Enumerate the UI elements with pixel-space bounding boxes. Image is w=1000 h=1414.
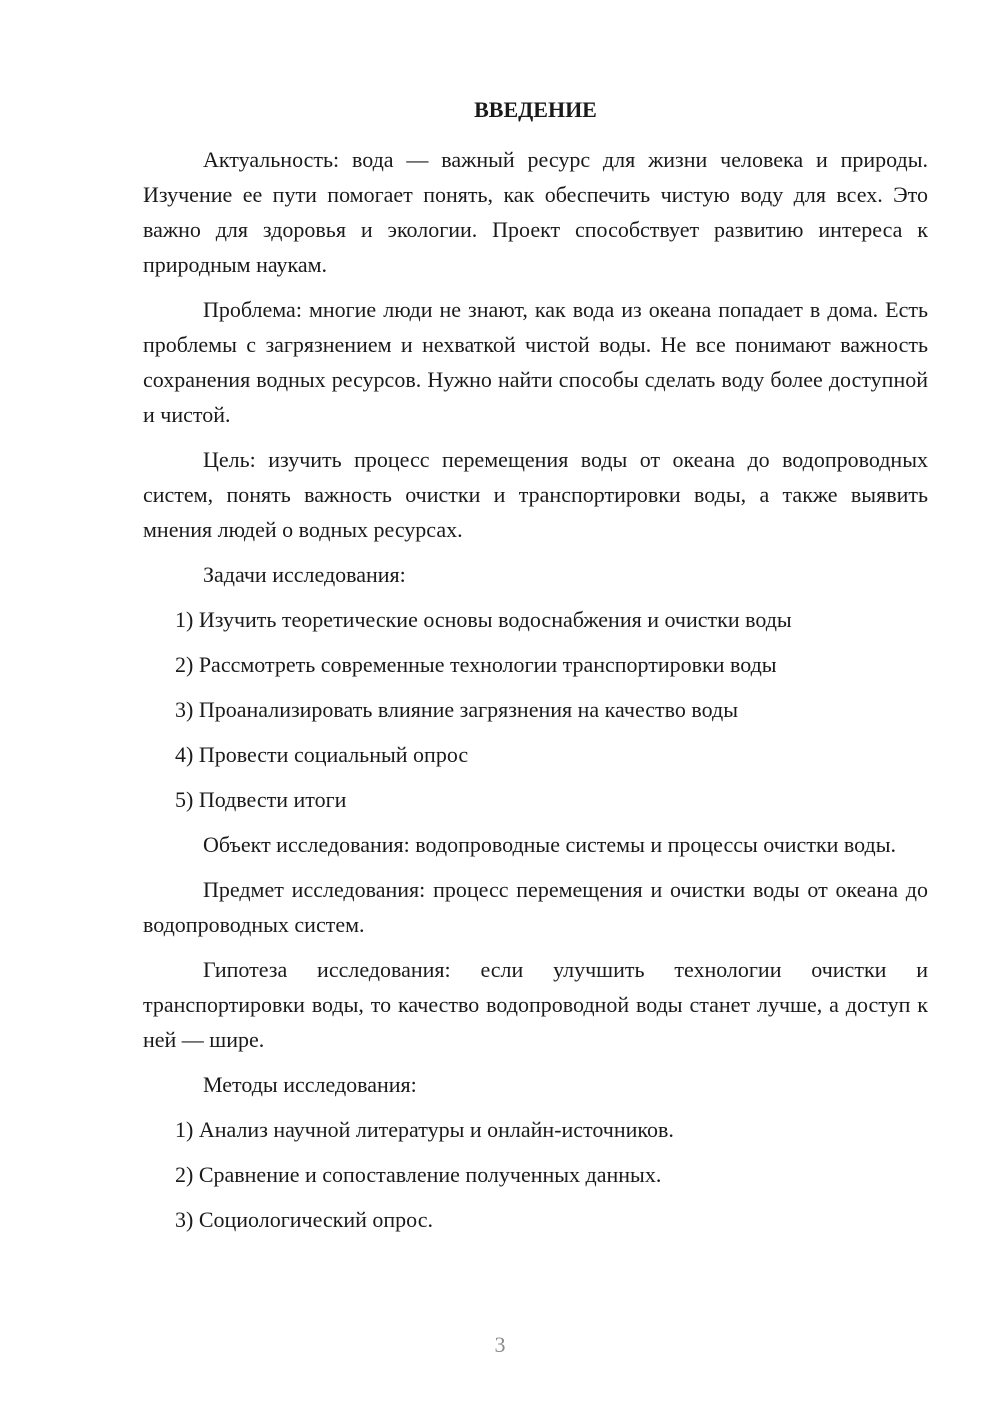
tasks-label: Задачи исследования: xyxy=(203,562,406,587)
task-item: 2) Рассмотреть современные технологии транспортировки воды xyxy=(175,652,777,677)
methods-label: Методы исследования: xyxy=(203,1072,417,1097)
method-item: 3) Социологический опрос. xyxy=(175,1207,433,1232)
subject-paragraph: Предмет исследования: процесс перемещения и очистки воды от океана до водопроводных систем. xyxy=(143,877,928,937)
task-item: 3) Проанализировать влияние загрязнения на качество воды xyxy=(175,697,738,722)
method-item: 1) Анализ научной литературы и онлайн-источников. xyxy=(175,1117,674,1142)
task-item: 1) Изучить теоретические основы водоснабжения и очистки воды xyxy=(175,607,792,632)
page-content xyxy=(143,96,928,1247)
relevance-paragraph: Актуальность: вода — важный ресурс для жизни человека и природы. Изучение ее пути помогает понять, как обеспечить чистую воду для всех. Это важно для здоровья и экологии. Проект способствует развитию интереса к природным наукам. xyxy=(143,147,928,277)
section-title: ВВЕДЕНИЕ xyxy=(474,97,597,122)
methods-list xyxy=(143,1112,928,1237)
problem-paragraph: Проблема: многие люди не знают, как вода из океана попадает в дома. Есть проблемы с загрязнением и нехваткой чистой воды. Не все понимают важность сохранения водных ресурсов. Нужно найти способы сделать воду более доступной и чистой. xyxy=(143,297,928,427)
page-number: 3 xyxy=(494,1332,506,1357)
hypothesis-paragraph: Гипотеза исследования: если улучшить технологии очистки и транспортировки воды, то качество водопроводной воды станет лучше, а доступ к ней — шире. xyxy=(143,957,928,1052)
goal-paragraph: Цель: изучить процесс перемещения воды от океана до водопроводных систем, понять важность очистки и транспортировки воды, а также выявить мнения людей о водных ресурсах. xyxy=(143,447,928,542)
task-item: 4) Провести социальный опрос xyxy=(175,742,469,767)
method-item: 2) Сравнение и сопоставление полученных данных. xyxy=(175,1162,662,1187)
tasks-list xyxy=(143,602,928,817)
task-item: 5) Подвести итоги xyxy=(175,787,347,812)
object-paragraph: Объект исследования: водопроводные системы и процессы очистки воды. xyxy=(203,832,896,857)
